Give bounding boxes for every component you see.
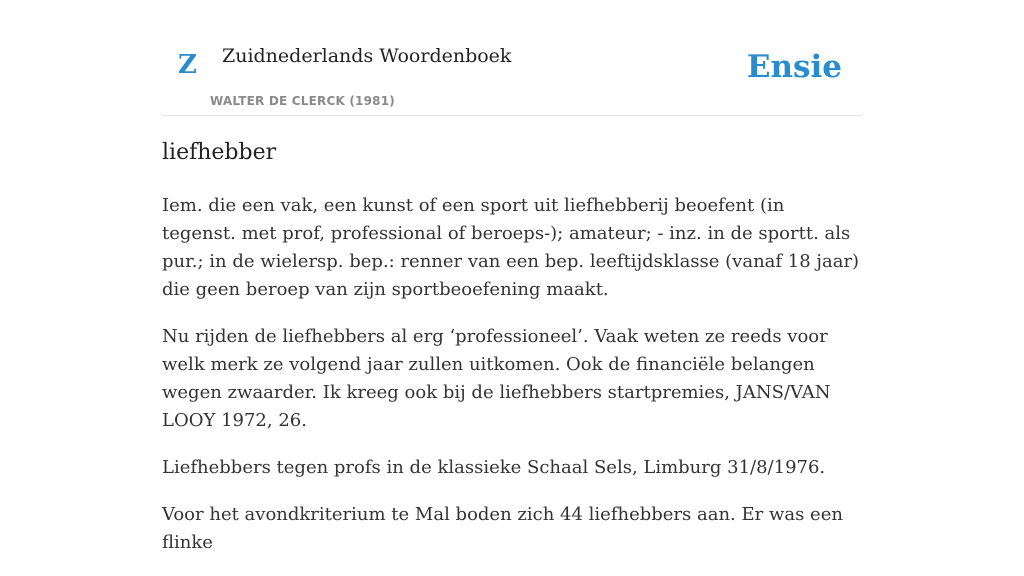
source-logo-icon[interactable]: Z	[178, 50, 197, 80]
headword: liefhebber	[162, 140, 277, 165]
page	[162, 0, 862, 553]
example-1: Nu rijden de liefhebbers al erg ‘professioneel’. Vaak weten ze reeds voor welk merk ze volgend jaar zullen uitkomen. Ook de financiële belangen wegen zwaarder. Ik kreeg ook bij de liefhebbers startpremies, JANS/VAN LOOY 1972, 26.	[162, 326, 831, 431]
example-2: Liefhebbers tegen profs in de klassieke Schaal Sels, Limburg 31/8/1976.	[162, 457, 826, 478]
source-title[interactable]: Zuidnederlands Woordenboek	[222, 45, 512, 67]
example-3: Voor het avondkriterium te Mal boden zich 44 liefhebbers aan. Er was een flinke	[162, 504, 843, 553]
header	[162, 0, 862, 116]
source-author: WALTER DE CLERCK (1981)	[210, 94, 395, 108]
definition: Iem. die een vak, een kunst of een sport uit liefhebberij beoefent (in tegenst. met prof, professional of beroeps-); amateur; - inz. in de sportt. als pur.; in de wielersp. bep.: renner van een bep. leeftijdsklasse (vanaf 18 jaar) die geen beroep van zijn sportbeoefening maakt.	[162, 195, 860, 300]
entry-body	[162, 192, 862, 576]
brand-logo[interactable]: Ensie	[746, 49, 842, 85]
